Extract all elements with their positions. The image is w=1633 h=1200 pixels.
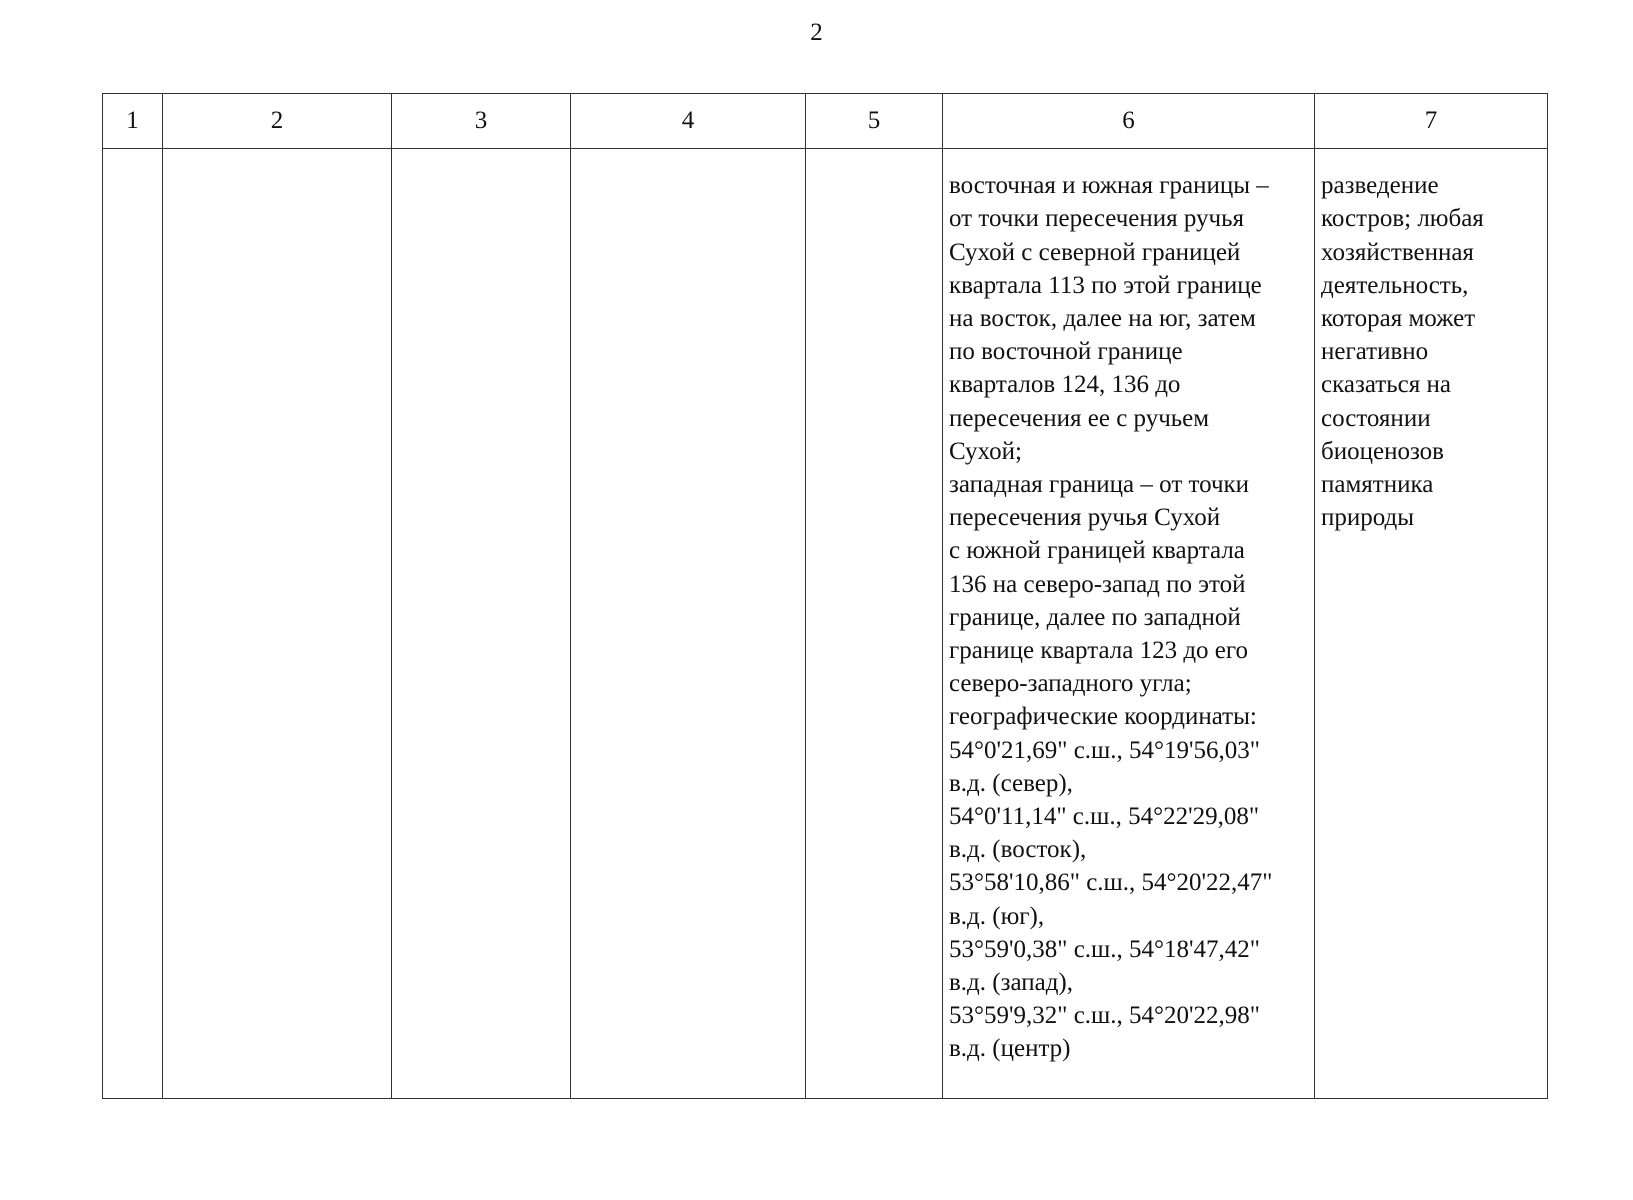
column-header-6: 6 xyxy=(943,94,1315,149)
boundaries-text-line: северо-западного угла; xyxy=(949,670,1192,698)
boundaries-text-line: пересечения ее с ручьем xyxy=(949,404,1210,432)
boundaries-text-line: 53°59'0,38" с.ш., 54°18'47,42" xyxy=(949,935,1261,963)
boundaries-text-line: Сухой; xyxy=(949,437,1022,465)
boundaries-text-line: границе квартала 123 до его xyxy=(949,637,1249,664)
boundaries-text-line: в.д. (запад), xyxy=(949,969,1074,997)
restrictions-text-line: памятника xyxy=(1321,470,1434,498)
boundaries-text-line: по восточной границе xyxy=(949,338,1183,366)
boundaries-text-line: в.д. (центр) xyxy=(949,1035,1071,1063)
table-header-row xyxy=(103,94,1548,149)
boundaries-table xyxy=(102,93,1548,1099)
boundaries-text-line: восточная и южная границы – xyxy=(949,172,1269,200)
column-header-7: 7 xyxy=(1315,94,1548,149)
boundaries-text-line: западная граница – от точки xyxy=(949,470,1250,498)
table-row xyxy=(103,149,1548,1099)
restrictions-text-line: негативно xyxy=(1321,338,1429,366)
cell-col-2 xyxy=(163,149,392,1099)
column-header-3: 3 xyxy=(392,94,571,149)
boundaries-text-line: 54°0'11,14" с.ш., 54°22'29,08" xyxy=(949,803,1260,831)
boundaries-text-line: от точки пересечения ручья xyxy=(949,205,1245,233)
restrictions-text-line: биоценозов xyxy=(1321,437,1444,465)
restrictions-text-line: хозяйственная xyxy=(1321,238,1474,266)
column-header-4: 4 xyxy=(571,94,806,149)
restrictions-text-line: природы xyxy=(1321,504,1415,532)
boundaries-text-line: с южной границей квартала xyxy=(949,537,1245,565)
restrictions-text-line: деятельность, xyxy=(1321,271,1469,299)
column-header-5: 5 xyxy=(806,94,943,149)
boundaries-text-line: 53°58'10,86" с.ш., 54°20'22,47" xyxy=(949,869,1273,897)
restrictions-text-line: сказаться на xyxy=(1321,371,1451,399)
boundaries-text-line: 53°59'9,32" с.ш., 54°20'22,98" xyxy=(949,1002,1261,1030)
column-header-1: 1 xyxy=(103,94,163,149)
boundaries-description xyxy=(943,149,1314,1065)
restrictions-description xyxy=(1315,149,1547,534)
boundaries-text-line: географические координаты: xyxy=(949,703,1257,731)
cell-col-6-boundaries xyxy=(943,149,1315,1099)
boundaries-text-line: 136 на северо-запад по этой xyxy=(949,570,1246,598)
restrictions-text-line: состоянии xyxy=(1321,404,1431,432)
cell-col-4 xyxy=(571,149,806,1099)
boundaries-text-line: в.д. (север), xyxy=(949,769,1073,797)
restrictions-text-line: которая может xyxy=(1321,304,1476,332)
page-number: 2 xyxy=(810,19,823,46)
boundaries-text-line: Сухой с северной границей xyxy=(949,238,1241,266)
boundaries-text-line: в.д. (восток), xyxy=(949,836,1087,864)
boundaries-text-line: пересечения ручья Сухой xyxy=(949,504,1221,532)
boundaries-text-line: квартала 113 по этой границе xyxy=(949,271,1262,299)
boundaries-text-line: на восток, далее на юг, затем xyxy=(949,304,1256,332)
cell-col-1 xyxy=(103,149,163,1099)
boundaries-text-line: 54°0'21,69" с.ш., 54°19'56,03" xyxy=(949,736,1261,764)
boundaries-text-line: границе, далее по западной xyxy=(949,603,1241,631)
cell-col-5 xyxy=(806,149,943,1099)
column-header-2: 2 xyxy=(163,94,392,149)
cell-col-7-restrictions xyxy=(1315,149,1548,1099)
boundaries-text-line: кварталов 124, 136 до xyxy=(949,371,1181,399)
restrictions-text-line: костров; любая xyxy=(1321,205,1484,233)
cell-col-3 xyxy=(392,149,571,1099)
restrictions-text-line: разведение xyxy=(1321,172,1439,200)
boundaries-text-line: в.д. (юг), xyxy=(949,902,1045,930)
